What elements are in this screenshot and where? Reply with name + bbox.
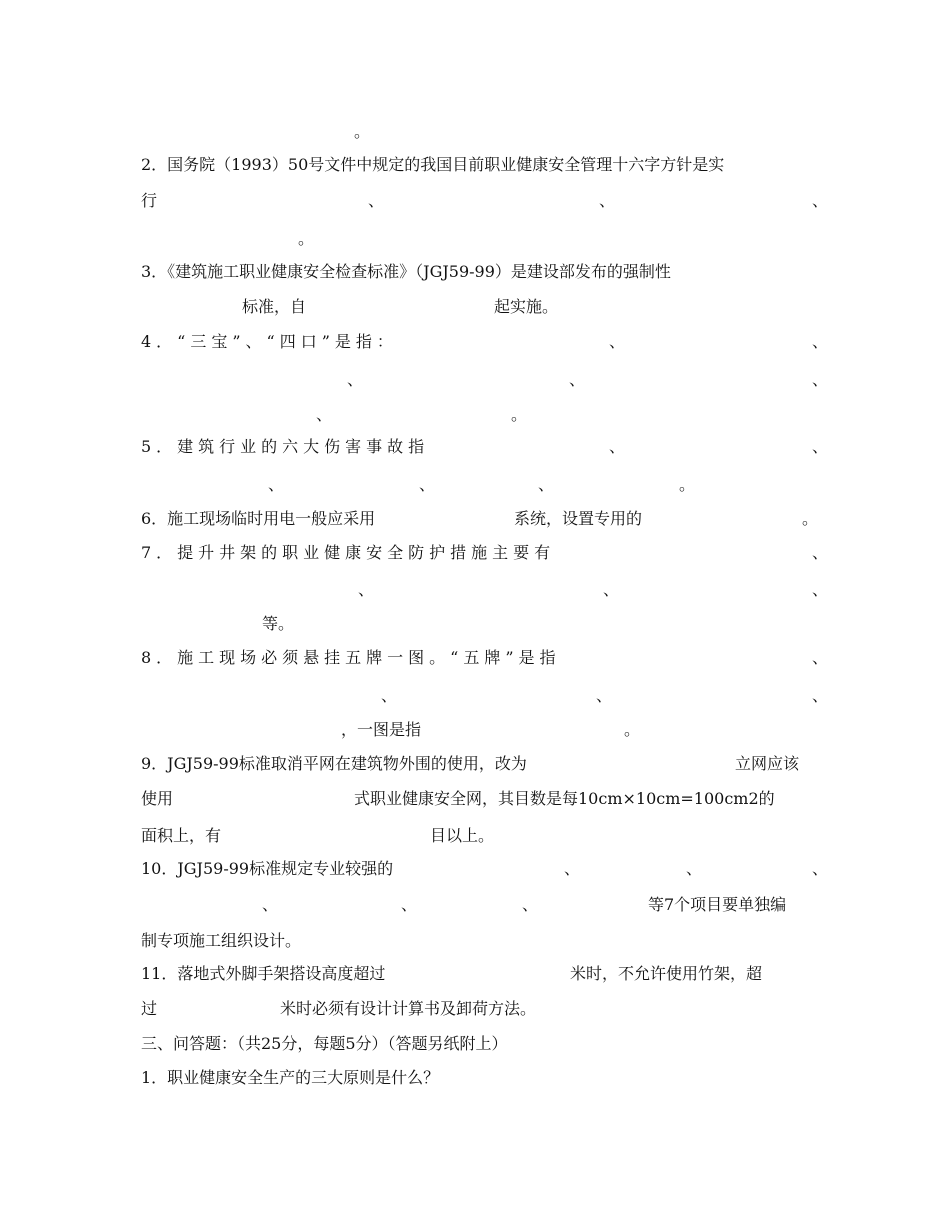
text-line: 、 (812, 648, 829, 667)
text-line: 等。 (262, 614, 295, 633)
text-line: 。 (679, 475, 696, 494)
text-line: 、 (812, 437, 829, 456)
text-line: 、 (686, 859, 703, 878)
text-line: 米时，不允许使用竹架，超 (570, 964, 763, 983)
text-line: 、 (316, 405, 333, 424)
question-7: 7．提升井架的职业健康安全防护措施主要有 (141, 543, 556, 562)
text-line: 、 (347, 370, 364, 389)
text-line: 、 (522, 895, 539, 914)
text-line: 、 (609, 437, 626, 456)
question-3: 3．《建筑施工职业健康安全检查标准》（JGJ59-99）是建设部发布的强制性 (141, 262, 671, 281)
text-line: 、 (596, 686, 613, 705)
text-line: 面积上，有 (141, 826, 222, 845)
section-heading: 三、问答题：（共25分，每题5分）（答题另纸附上） (141, 1034, 508, 1053)
text-line: 、 (609, 332, 626, 351)
text-line: 制专项施工组织设计。 (141, 931, 302, 950)
text-line: 式职业健康安全网，其目数是每10cm×10cm=100cm2的 (354, 789, 775, 808)
text-line: 、 (599, 191, 616, 210)
question-2: 2．国务院（1993）50号文件中规定的我国目前职业健康安全管理十六字方针是实 (141, 155, 725, 174)
text-line: ，一图是指 (341, 720, 422, 739)
question-5: 5．建筑行业的六大伤害事故指 (141, 437, 430, 456)
text-line: 。 (511, 405, 528, 424)
text-line: 、 (812, 859, 829, 878)
text-line: 米时必须有设计计算书及卸荷方法。 (280, 999, 537, 1018)
text-line: 行 (141, 191, 158, 210)
text-line: 。 (354, 122, 371, 141)
text-line: 、 (564, 859, 581, 878)
text-line: 、 (268, 475, 285, 494)
text-line: 。 (624, 720, 641, 739)
text-line: 、 (812, 191, 829, 210)
text-line: 、 (812, 686, 829, 705)
question-11: 11．落地式外脚手架搭设高度超过 (141, 964, 386, 983)
text-line: 。 (298, 229, 315, 248)
text-line: 、 (419, 475, 436, 494)
qa-question-1: 1．职业健康安全生产的三大原则是什么？ (141, 1068, 440, 1087)
text-line: 、 (381, 686, 398, 705)
text-line: 。 (802, 509, 819, 528)
text-line: 、 (812, 543, 829, 562)
question-6: 6．施工现场临时用电一般应采用 (141, 509, 376, 528)
question-9: 9．JGJ59-99标准取消平网在建筑物外围的使用，改为 (141, 754, 527, 773)
text-line: 立网应该 (735, 754, 800, 773)
text-line: 、 (358, 580, 375, 599)
text-line: 、 (262, 895, 279, 914)
text-line: 、 (812, 332, 829, 351)
text-line: 目以上。 (430, 826, 495, 845)
text-line: 系统，设置专用的 (514, 509, 643, 528)
question-4: 4．“三宝”、“四口”是指： (141, 332, 398, 351)
text-line: 使用 (141, 789, 174, 808)
question-10: 10．JGJ59-99标准规定专业较强的 (141, 859, 394, 878)
text-line: 、 (368, 191, 385, 210)
text-line: 过 (141, 999, 158, 1018)
question-8: 8．施工现场必须悬挂五牌一图。“五牌”是指 (141, 648, 561, 667)
text-line: 等7个项目要单独编 (648, 895, 787, 914)
text-line: 、 (538, 475, 555, 494)
text-line: 、 (812, 580, 829, 599)
text-line: 标准，自 (242, 297, 307, 316)
text-line: 起实施。 (494, 297, 559, 316)
text-line: 、 (401, 895, 418, 914)
text-line: 、 (603, 580, 620, 599)
text-line: 、 (812, 370, 829, 389)
text-line: 、 (569, 370, 586, 389)
